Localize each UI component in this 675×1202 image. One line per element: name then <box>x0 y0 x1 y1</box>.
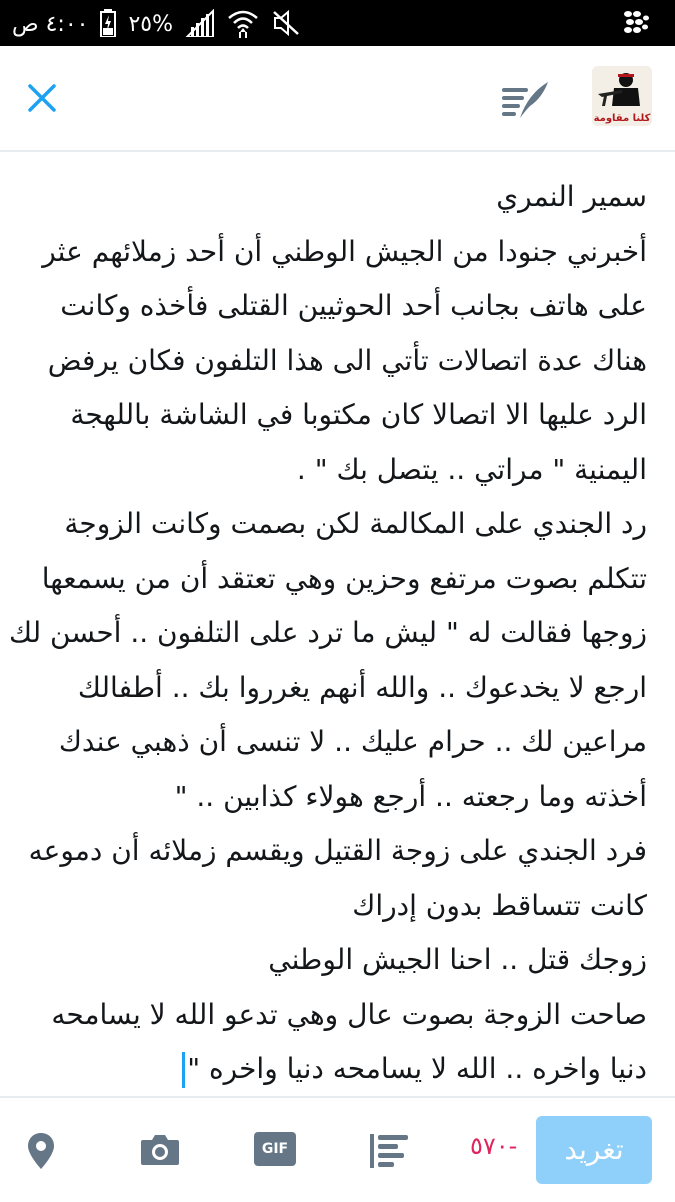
status-bar <box>0 0 675 46</box>
wifi-icon <box>227 8 259 42</box>
signal-icon <box>185 9 215 41</box>
status-time: ٤:٠٠ ص <box>12 12 89 37</box>
character-counter: -٥٧٠ <box>470 1132 518 1160</box>
compose-line: هناك عدة اتصالات تأتي الى هذا التلفون فكان يرفض <box>47 343 647 377</box>
battery-icon <box>100 9 116 41</box>
compose-line: الرد عليها الا اتصالا كان مكتوبا في الشاشة باللهجة <box>70 398 647 431</box>
compose-line: رد الجندي على المكالمة لكن بصمت وكانت الزوجة <box>64 507 647 540</box>
gif-label: GIF <box>261 1141 289 1157</box>
compose-line: أخذته وما رجعته .. أرجع هولاء كذابين .. " <box>174 779 647 813</box>
status-bar-left <box>12 8 301 42</box>
compose-line: اليمنية " مراتي .. يتصل بك " . <box>296 452 647 486</box>
compose-line: سمير النمري <box>496 180 647 213</box>
location-pin-icon <box>26 1132 56 1170</box>
mute-icon <box>271 9 301 41</box>
compose-line: مراعين لك .. حرام عليك .. لا تنسى أن ذهبي عندك <box>58 725 647 758</box>
location-button[interactable] <box>26 1132 56 1174</box>
tweet-button[interactable]: تغريد <box>536 1116 652 1184</box>
camera-icon <box>140 1134 180 1166</box>
status-battery-percent: ٢٥% <box>128 12 174 37</box>
text-cursor <box>182 1052 185 1088</box>
drafts-quill-icon <box>500 80 550 120</box>
compose-line: كانت تتساقط بدون إدراك <box>352 888 647 922</box>
close-icon <box>22 78 62 118</box>
avatar-caption: كلنا مقاومة <box>593 113 651 124</box>
user-avatar[interactable] <box>592 66 652 126</box>
poll-icon <box>370 1134 410 1168</box>
compose-bottom-bar <box>0 1096 675 1202</box>
compose-line: فرد الجندي على زوجة القتيل ويقسم زملائه أن دموعه <box>28 834 647 867</box>
drafts-button[interactable] <box>500 80 550 120</box>
blackberry-icon <box>623 10 649 38</box>
tweet-compose-textarea[interactable] <box>9 170 647 1097</box>
compose-line: أخبرني جنودا من الجيش الوطني أن أحد زملائهم عثر <box>42 234 647 268</box>
compose-last-line <box>22 1042 647 1097</box>
poll-button[interactable] <box>370 1134 410 1172</box>
compose-line: زوجها فقالت له " ليش ما ترد على التلفون .. أحسن لك <box>9 616 647 649</box>
compose-line: ارجع لا يخدعوك .. والله أنهم يغرروا بك .. أطفالك <box>77 670 647 704</box>
camera-button[interactable] <box>140 1134 180 1170</box>
compose-line: تتكلم بصوت مرتفع وحزين وهي تعتقد أن من يسمعها <box>41 561 647 595</box>
compose-toolbar <box>0 46 675 152</box>
compose-line: صاحت الزوجة بصوت عال وهي تدعو الله لا يسامحه <box>51 997 647 1031</box>
close-button[interactable] <box>22 78 62 118</box>
compose-line-text: دنيا واخره .. الله لا يسامحه دنيا واخره " <box>187 1052 647 1085</box>
compose-line: زوجك قتل .. احنا الجيش الوطني <box>268 943 647 976</box>
compose-line: على هاتف بجانب أحد الحوثيين القتلى فأخذه وكانت <box>60 289 647 322</box>
gif-button[interactable] <box>254 1132 296 1170</box>
